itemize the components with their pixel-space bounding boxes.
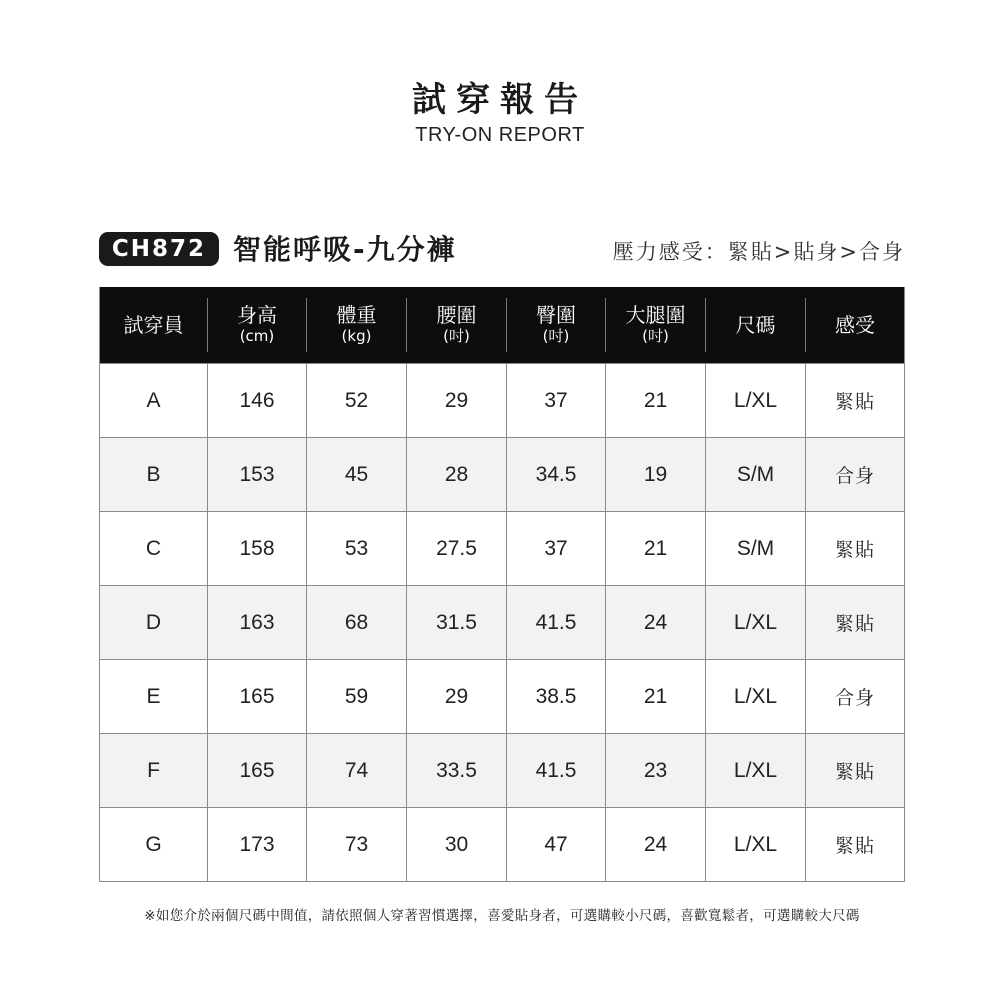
cell-size: L/XL [706, 586, 806, 659]
table-row [100, 659, 904, 733]
cell-height: 158 [208, 512, 307, 585]
product-name: 智能呼吸-九分褲 [233, 233, 457, 266]
cell-waist: 30 [407, 808, 507, 881]
product-code-badge: CH872 [99, 232, 219, 266]
header-cell [407, 298, 507, 352]
cell-weight: 45 [307, 438, 407, 511]
cell-height: 153 [208, 438, 307, 511]
table-row [100, 807, 904, 881]
header-unit: (cm) [239, 327, 275, 345]
size-advice-footnote: ※如您介於兩個尺碼中間值，請依照個人穿著習慣選擇，喜愛貼身者，可選購較小尺碼，喜歡寬鬆者，可選購較大尺碼 [144, 908, 860, 924]
cell-thigh: 19 [606, 438, 706, 511]
cell-tester: G [100, 808, 208, 881]
header-label: 腰圍 [436, 303, 477, 327]
product-header [99, 230, 905, 270]
cell-hip: 38.5 [507, 660, 606, 733]
header-cell [507, 298, 606, 352]
cell-height: 173 [208, 808, 307, 881]
cell-height: 146 [208, 364, 307, 437]
header-unit: (吋) [443, 327, 470, 345]
cell-size: S/M [706, 512, 806, 585]
header-unit: (吋) [642, 327, 669, 345]
cell-hip: 41.5 [507, 734, 606, 807]
header-label: 臀圍 [536, 303, 576, 327]
cell-size: L/XL [706, 808, 806, 881]
cell-weight: 68 [307, 586, 407, 659]
cell-tester: A [100, 364, 208, 437]
header-label: 身高 [237, 303, 277, 327]
cell-feel: 緊貼 [834, 761, 875, 783]
cell-weight: 73 [307, 808, 407, 881]
table-header [100, 287, 904, 363]
cell-weight: 74 [307, 734, 407, 807]
cell-waist: 28 [407, 438, 507, 511]
try-on-table [99, 287, 905, 882]
header-label: 試穿員 [123, 313, 184, 337]
header-cell [806, 298, 904, 352]
header-cell [706, 298, 806, 352]
cell-waist: 33.5 [407, 734, 507, 807]
header-cell [606, 298, 706, 352]
header-cell [307, 298, 407, 352]
cell-thigh: 21 [606, 660, 706, 733]
table-row [100, 733, 904, 807]
cell-weight: 52 [307, 364, 407, 437]
cell-tester: C [100, 512, 208, 585]
cell-waist: 31.5 [407, 586, 507, 659]
cell-size: L/XL [706, 660, 806, 733]
header-label: 大腿圍 [625, 303, 686, 327]
cell-waist: 29 [407, 364, 507, 437]
table-row [100, 585, 904, 659]
report-subtitle: TRY-ON REPORT [415, 124, 585, 146]
cell-tester: E [100, 660, 208, 733]
cell-height: 165 [208, 734, 307, 807]
header-label: 尺碼 [735, 313, 776, 337]
header-cell [208, 298, 307, 352]
header-unit: (kg) [341, 327, 372, 345]
cell-thigh: 24 [606, 808, 706, 881]
pressure-legend: 壓力感受：緊貼>貼身>合身 [612, 240, 905, 264]
cell-waist: 29 [407, 660, 507, 733]
cell-feel: 緊貼 [834, 391, 875, 413]
header-unit: (吋) [542, 327, 570, 345]
cell-height: 163 [208, 586, 307, 659]
header-label: 體重 [336, 303, 377, 327]
header-cell [100, 298, 208, 352]
table-row [100, 437, 904, 511]
table-row [100, 511, 904, 585]
cell-tester: F [100, 734, 208, 807]
cell-hip: 37 [507, 364, 606, 437]
cell-feel: 緊貼 [834, 835, 875, 857]
cell-feel: 合身 [834, 687, 875, 709]
cell-tester: D [100, 586, 208, 659]
cell-tester: B [100, 438, 208, 511]
cell-feel: 合身 [834, 465, 875, 487]
cell-size: L/XL [706, 364, 806, 437]
cell-hip: 41.5 [507, 586, 606, 659]
cell-thigh: 24 [606, 586, 706, 659]
cell-size: L/XL [706, 734, 806, 807]
header-label: 感受 [835, 313, 875, 337]
cell-thigh: 21 [606, 512, 706, 585]
table-row [100, 363, 904, 437]
cell-feel: 緊貼 [834, 539, 875, 561]
cell-weight: 59 [307, 660, 407, 733]
cell-size: S/M [706, 438, 806, 511]
cell-height: 165 [208, 660, 307, 733]
cell-hip: 34.5 [507, 438, 606, 511]
report-title: 試穿報告 [412, 80, 588, 120]
cell-waist: 27.5 [407, 512, 507, 585]
cell-thigh: 21 [606, 364, 706, 437]
cell-weight: 53 [307, 512, 407, 585]
cell-hip: 47 [507, 808, 606, 881]
cell-feel: 緊貼 [834, 613, 875, 635]
cell-hip: 37 [507, 512, 606, 585]
cell-thigh: 23 [606, 734, 706, 807]
